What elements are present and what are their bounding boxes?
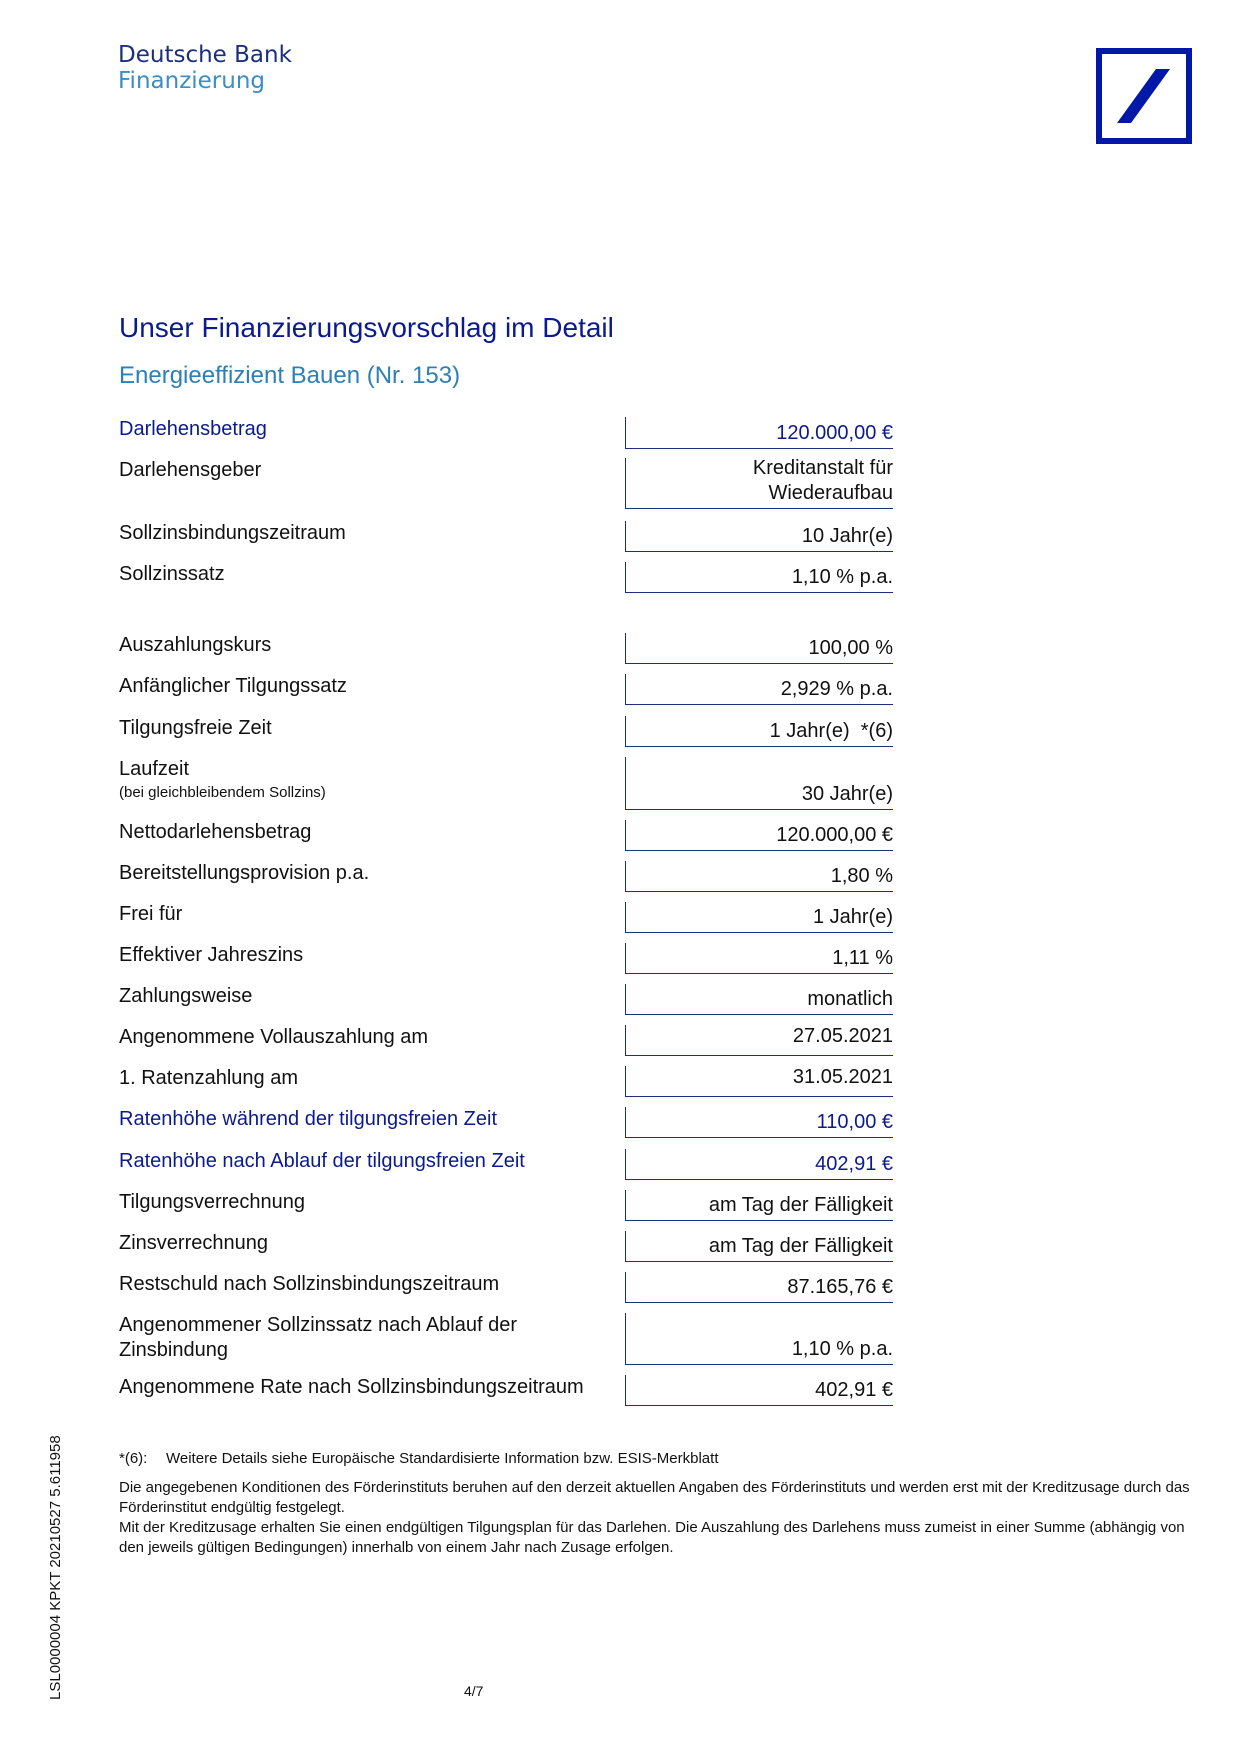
label-ratenhoehe-nach-ablauf: Ratenhöhe nach Ablauf der tilgungsfreien Zeit [119,1150,525,1172]
value-auszahlungskurs [625,633,893,664]
label-laufzeit [119,757,326,804]
label-sollzinsbindungszeitraum: Sollzinsbindungszeitraum [119,522,346,544]
label-zahlungsweise: Zahlungsweise [119,985,253,1007]
value-text-line-2: Wiederaufbau [768,482,893,504]
label-text: Laufzeit [119,758,190,780]
value-text: 110,00 € [816,1111,893,1133]
label-vollauszahlung: Angenommene Vollauszahlung am [119,1026,429,1048]
value-text: am Tag der Fälligkeit [708,1194,893,1216]
label-angenommener-sollzinssatz [119,1313,517,1363]
value-text: 10 Jahr(e) [801,525,893,547]
footnote [119,1450,718,1467]
footnote-text: Weitere Details siehe Europäische Standardisierte Information bzw. ESIS-Merkblatt [166,1450,719,1467]
product-subtitle: Energieeffizient Bauen (Nr. 153) [119,362,461,389]
label-anfaenglicher-tilgungssatz: Anfänglicher Tilgungssatz [119,675,347,697]
value-text: 2,929 % p.a. [780,678,893,700]
value-text: 87.165,76 € [787,1276,893,1298]
label-text-line-1: Angenommener Sollzinssatz nach Ablauf der [119,1314,518,1336]
value-text: 120.000,00 € [776,422,893,444]
label-ratenzahlung: 1. Ratenzahlung am [119,1067,299,1089]
value-sollzinsbindungszeitraum [625,521,893,552]
value-text: 402,91 € [815,1153,893,1175]
value-text: monatlich [807,988,893,1010]
label-darlehensbetrag: Darlehensbetrag [119,418,267,440]
value-text: 1,11 % [832,947,893,969]
deutsche-bank-logo-icon [1096,48,1192,144]
value-nettodarlehensbetrag [625,820,893,851]
label-bereitstellungsprovision: Bereitstellungsprovision p.a. [119,862,370,884]
document-code: LSL0000004 KPKT 20210527 5.611958 [47,1435,64,1700]
label-darlehensgeber: Darlehensgeber [119,459,262,481]
value-ratenzahlung [625,1066,893,1097]
value-darlehensgeber [625,458,893,509]
value-angenommene-rate [625,1375,893,1406]
value-text-line-1: Kreditanstalt für [752,457,893,479]
label-sublabel: (bei gleichbleibendem Sollzins) [119,784,326,801]
value-text: 31.05.2021 [792,1066,893,1088]
page-number: 4/7 [464,1683,484,1699]
disclaimer [119,1478,1199,1558]
disclaimer-paragraph-1: Die angegebenen Konditionen des Förderinstituts beruhen auf den derzeit aktuellen Angaben des Förderinstituts und werden erst mit der Kreditzusage durch das Förderinstitut endgültig festgelegt. [119,1479,1190,1516]
value-text: 120.000,00 € [776,824,893,846]
value-text: 1,10 % p.a. [791,1338,893,1360]
page-title: Unser Finanzierungsvorschlag im Detail [119,312,614,343]
label-text-line-2: Zinsbindung [119,1339,228,1361]
value-zahlungsweise [625,984,893,1015]
value-text: 100,00 % [808,637,893,659]
value-text: 1,10 % p.a. [791,566,893,588]
value-restschuld [625,1272,893,1303]
value-ratenhoehe-tilgungsfrei [625,1107,893,1138]
value-tilgungsverrechnung [625,1190,893,1221]
label-restschuld: Restschuld nach Sollzinsbindungszeitraum [119,1273,500,1295]
label-angenommene-rate: Angenommene Rate nach Sollzinsbindungszeitraum [119,1376,584,1398]
label-ratenhoehe-tilgungsfrei: Ratenhöhe während der tilgungsfreien Zeit [119,1108,498,1130]
value-ratenhoehe-nach-ablauf [625,1149,893,1180]
value-sollzinssatz [625,562,893,593]
value-bereitstellungsprovision [625,861,893,892]
value-darlehensbetrag [625,417,893,449]
brand-line-2: Finanzierung [118,68,266,94]
label-tilgungsfreie-zeit: Tilgungsfreie Zeit [119,717,272,739]
label-tilgungsverrechnung: Tilgungsverrechnung [119,1191,306,1213]
label-effektiver-jahreszins: Effektiver Jahreszins [119,944,304,966]
brand-line-1: Deutsche Bank [118,42,292,68]
label-frei-fuer: Frei für [119,903,183,925]
value-zinsverrechnung [625,1231,893,1262]
value-tilgungsfreie-zeit [625,716,893,747]
value-frei-fuer [625,902,893,933]
value-text: 1,80 % [830,865,893,887]
value-effektiver-jahreszins [625,943,893,974]
label-zinsverrechnung: Zinsverrechnung [119,1232,268,1254]
label-nettodarlehensbetrag: Nettodarlehensbetrag [119,821,312,843]
value-text: 27.05.2021 [792,1025,893,1047]
footnote-key: *(6): [119,1450,148,1467]
value-text: 30 Jahr(e) [801,783,893,805]
value-anfaenglicher-tilgungssatz [625,674,893,705]
value-text: 1 Jahr(e) *(6) [769,720,893,742]
value-text: am Tag der Fälligkeit [708,1235,893,1257]
label-auszahlungskurs: Auszahlungskurs [119,634,272,656]
value-text: 402,91 € [815,1379,893,1401]
value-vollauszahlung [625,1025,893,1056]
value-angenommener-sollzinssatz [625,1313,893,1365]
label-sollzinssatz: Sollzinssatz [119,563,225,585]
value-laufzeit [625,757,893,810]
value-text: 1 Jahr(e) [812,906,893,928]
disclaimer-paragraph-2: Mit der Kreditzusage erhalten Sie einen endgültigen Tilgungsplan für das Darlehen. Die Auszahlung des Darlehens muss zumeist in einer Summe (abhängig von den jeweils gültigen Bedingungen) innerhalb von einem Jahr nach Zusage erfolgen. [119,1519,1185,1556]
brand-wordmark [118,42,292,94]
